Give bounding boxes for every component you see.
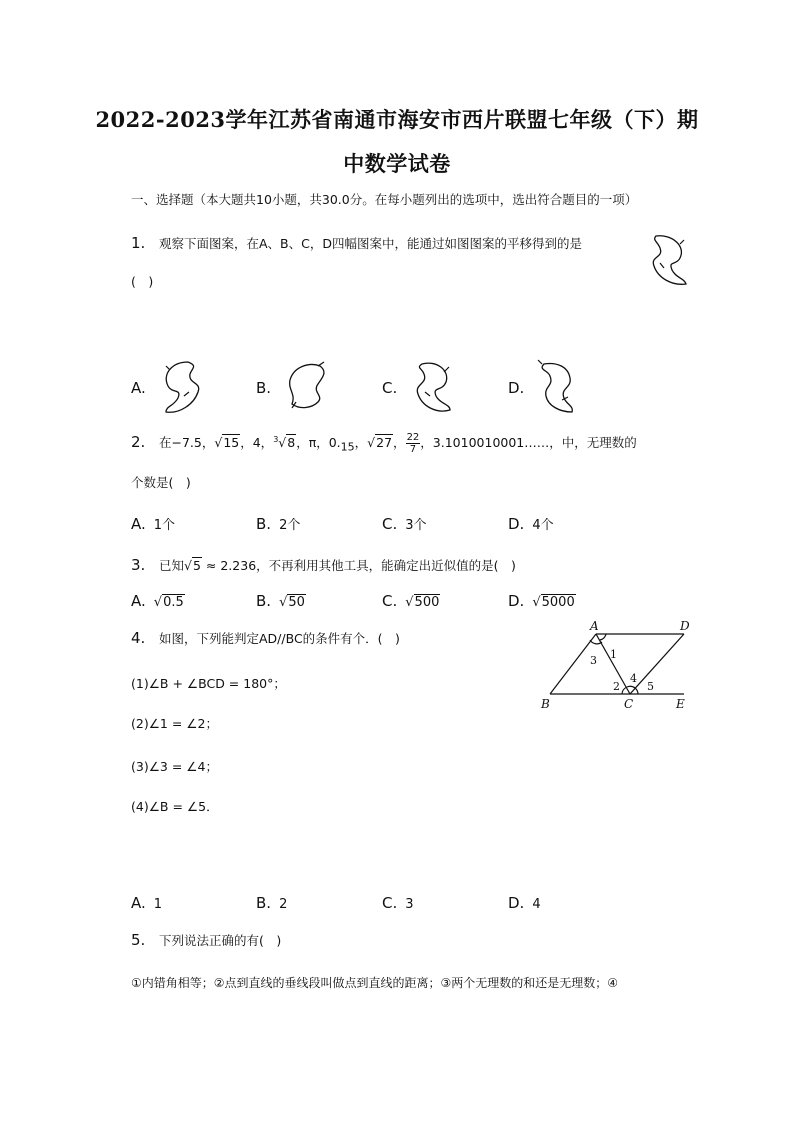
option-value: 50 bbox=[288, 595, 305, 610]
question-4 bbox=[131, 629, 400, 647]
reference-leaf-figure bbox=[646, 232, 694, 288]
option-value: 1个 bbox=[153, 518, 176, 533]
q2-option-a[interactable] bbox=[131, 514, 175, 533]
numerator: 22 bbox=[406, 432, 420, 443]
option-value: 4 bbox=[532, 897, 541, 912]
q2-sep-3: ， bbox=[354, 435, 368, 450]
fraction-22-7 bbox=[406, 432, 421, 455]
label-d: D bbox=[680, 620, 690, 633]
option-value: 2 bbox=[279, 897, 288, 912]
angle-label-5: 5 bbox=[647, 680, 654, 693]
option-letter: A. bbox=[131, 894, 146, 912]
q2-sep-2: ，π，0. bbox=[296, 435, 341, 450]
option-value: 5000 bbox=[541, 595, 575, 610]
q4-option-c[interactable] bbox=[382, 894, 414, 912]
label-a: A bbox=[590, 620, 599, 633]
angle-label-3: 3 bbox=[590, 654, 597, 667]
q4-option-d[interactable] bbox=[508, 894, 541, 912]
q1-option-b[interactable] bbox=[256, 379, 279, 397]
option-a-leaf-figure bbox=[158, 358, 204, 414]
angle-arc-1 bbox=[600, 634, 606, 640]
section-heading: 一、选择题（本大题共10小题，共30.0分。在每小题列出的选项中，选出符合题目的一项） bbox=[131, 192, 638, 207]
q2-option-d[interactable] bbox=[508, 514, 554, 533]
q3-option-c[interactable] bbox=[382, 592, 440, 610]
option-letter: D. bbox=[508, 894, 525, 912]
exam-title-line-2: 中数学试卷 bbox=[343, 151, 451, 176]
q2-text-pre: 在−7.5， bbox=[159, 435, 215, 450]
option-letter: D. bbox=[508, 379, 525, 397]
q4-condition-4: (4)∠B = ∠5． bbox=[131, 799, 219, 814]
question-text: 下列说法正确的有( ) bbox=[159, 933, 282, 948]
option-letter: A. bbox=[131, 592, 146, 610]
repeating-decimal: 15 bbox=[340, 440, 355, 454]
angle-label-4: 4 bbox=[630, 672, 637, 685]
option-letter: B. bbox=[256, 894, 272, 912]
question-3 bbox=[131, 556, 516, 574]
q2-text-post: ，3.1010010001……，中，无理数的 bbox=[420, 435, 637, 450]
q4-condition-2: (2)∠1 = ∠2； bbox=[131, 716, 218, 731]
question-2 bbox=[131, 432, 637, 455]
radicand: 5 bbox=[192, 558, 201, 573]
option-letter: B. bbox=[256, 592, 272, 610]
option-letter: B. bbox=[256, 515, 272, 533]
q4-condition-1: (1)∠B + ∠BCD = 180°； bbox=[131, 676, 286, 691]
label-e: E bbox=[676, 697, 685, 711]
cube-root-8: √8 bbox=[278, 435, 296, 450]
parallelogram-diagram bbox=[532, 620, 700, 716]
option-letter: B. bbox=[256, 379, 272, 397]
option-letter: C. bbox=[382, 379, 398, 397]
option-value: 1 bbox=[153, 897, 163, 912]
option-b-leaf-figure bbox=[282, 358, 330, 414]
q2-sep-4: ， bbox=[393, 435, 406, 450]
angle-arc-5 bbox=[635, 688, 638, 694]
question-text: 如图，下列能判定AD//BC的条件有个．( ) bbox=[159, 631, 400, 646]
denominator: 7 bbox=[409, 444, 417, 455]
label-c: C bbox=[624, 697, 634, 711]
option-d-leaf-figure bbox=[534, 358, 582, 414]
line-cd bbox=[630, 634, 684, 694]
cube-root-index: 3 bbox=[273, 434, 279, 444]
option-value: 0.5 bbox=[163, 595, 184, 610]
sqrt-option: √5000 bbox=[532, 595, 575, 610]
angle-arc-4 bbox=[627, 686, 635, 688]
q1-option-a[interactable] bbox=[131, 379, 154, 397]
q1-option-c[interactable] bbox=[382, 379, 405, 397]
q4-option-a[interactable] bbox=[131, 894, 162, 912]
question-number: 4. bbox=[131, 629, 146, 647]
q4-condition-3: (3)∠3 = ∠4； bbox=[131, 759, 218, 774]
option-letter: C. bbox=[382, 592, 398, 610]
q4-option-b[interactable] bbox=[256, 894, 287, 912]
question-number: 3. bbox=[131, 556, 146, 574]
option-letter: D. bbox=[508, 592, 525, 610]
option-letter: C. bbox=[382, 515, 398, 533]
q1-option-d[interactable] bbox=[508, 379, 532, 397]
sqrt-27: √27 bbox=[367, 435, 393, 450]
sqrt-option: √0.5 bbox=[153, 595, 184, 610]
option-value: 2个 bbox=[279, 518, 301, 533]
sqrt-15: √15 bbox=[214, 435, 240, 450]
q5-statements: ①内错角相等；②点到直线的垂线段叫做点到直线的距离；③两个无理数的和还是无理数；④ bbox=[131, 976, 619, 990]
option-letter: A. bbox=[131, 515, 146, 533]
q2-sep-1: ，4， bbox=[240, 435, 274, 450]
radicand: 15 bbox=[223, 435, 240, 450]
option-c-leaf-figure bbox=[410, 358, 458, 414]
question-1 bbox=[131, 234, 582, 252]
q3-option-d[interactable] bbox=[508, 592, 576, 610]
label-b: B bbox=[541, 697, 550, 711]
angle-label-1: 1 bbox=[610, 648, 617, 661]
question-number: 2. bbox=[131, 433, 146, 451]
q3-text-post: ≈ 2.236，不再利用其他工具，能确定出近似值的是( ) bbox=[201, 558, 516, 573]
exam-title-line-1: 2022-2023学年江苏省南通市海安市西片联盟七年级（下）期 bbox=[95, 107, 699, 132]
answer-paren: ( ) bbox=[131, 274, 154, 289]
option-letter: D. bbox=[508, 515, 525, 533]
radicand: 8 bbox=[287, 435, 296, 450]
q2-line-2: 个数是( ) bbox=[131, 475, 191, 490]
sqrt-5: √5 bbox=[184, 558, 201, 573]
option-value: 3 bbox=[405, 897, 414, 912]
q3-option-b[interactable] bbox=[256, 592, 306, 610]
question-number: 5. bbox=[131, 931, 146, 949]
angle-label-2: 2 bbox=[613, 680, 620, 693]
option-value: 4个 bbox=[532, 518, 554, 533]
q2-option-c[interactable] bbox=[382, 514, 427, 533]
question-number: 1. bbox=[131, 234, 146, 252]
sqrt-option: √50 bbox=[279, 595, 305, 610]
q2-option-b[interactable] bbox=[256, 514, 300, 533]
option-letter: A. bbox=[131, 379, 146, 397]
question-5 bbox=[131, 931, 281, 949]
sqrt-option: √500 bbox=[405, 595, 440, 610]
radicand: 27 bbox=[376, 435, 393, 450]
q3-option-a[interactable] bbox=[131, 592, 185, 610]
option-value: 500 bbox=[414, 595, 440, 610]
q3-text-pre: 已知 bbox=[159, 558, 185, 573]
option-value: 3个 bbox=[405, 518, 427, 533]
question-text: 观察下面图案，在A、B、C，D四幅图案中，能通过如图图案的平移得到的是 bbox=[159, 236, 582, 251]
option-letter: C. bbox=[382, 894, 398, 912]
